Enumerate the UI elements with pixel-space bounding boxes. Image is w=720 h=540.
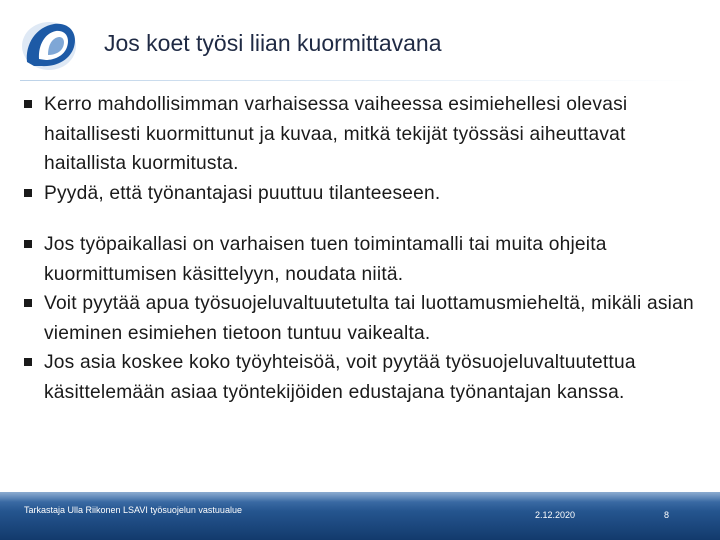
footer-author: Tarkastaja Ulla Riikonen LSAVI työsuojelun vastuualue [24,505,242,515]
square-bullet-icon [24,240,32,248]
bullet-item [20,230,700,289]
square-bullet-icon [24,358,32,366]
bullet-item [20,179,700,209]
slide-content [20,90,700,407]
header-divider [20,80,700,81]
bullet-text: Voit pyytää apua työsuojeluvaltuutetulta tai luottamusmieheltä, mikäli asian vieminen esimiehen tietoon tuntuu vaikealta. [44,293,694,344]
bullet-item [20,90,700,179]
footer-band [0,492,720,540]
square-bullet-icon [24,100,32,108]
footer-page-number: 8 [664,510,670,520]
bullet-group [20,90,700,208]
square-bullet-icon [24,189,32,197]
footer-date: 2.12.2020 [535,510,576,520]
avi-logo-icon [18,14,80,76]
bullet-text: Pyydä, että työnantajasi puuttuu tilanteeseen. [44,182,441,204]
bullet-text: Kerro mahdollisimman varhaisessa vaiheessa esimiehellesi olevasi haitallisesti kuormittunut ja kuvaa, mitkä tekijät työssäsi aiheuttavat haitallista kuormitusta. [44,94,628,174]
bullet-item [20,289,700,348]
square-bullet-icon [24,299,32,307]
bullet-text: Jos työpaikallasi on varhaisen tuen toimintamalli tai muita ohjeita kuormittumisen käsittelyyn, noudata niitä. [44,234,607,285]
bullet-item [20,348,700,407]
bullet-text: Jos asia koskee koko työyhteisöä, voit pyytää työsuojeluvaltuutettua käsittelemään asiaa työntekijöiden edustajana työnantajan kanssa. [44,352,636,403]
bullet-group [20,230,700,407]
slide-title: Jos koet työsi liian kuormittavana [104,30,442,56]
